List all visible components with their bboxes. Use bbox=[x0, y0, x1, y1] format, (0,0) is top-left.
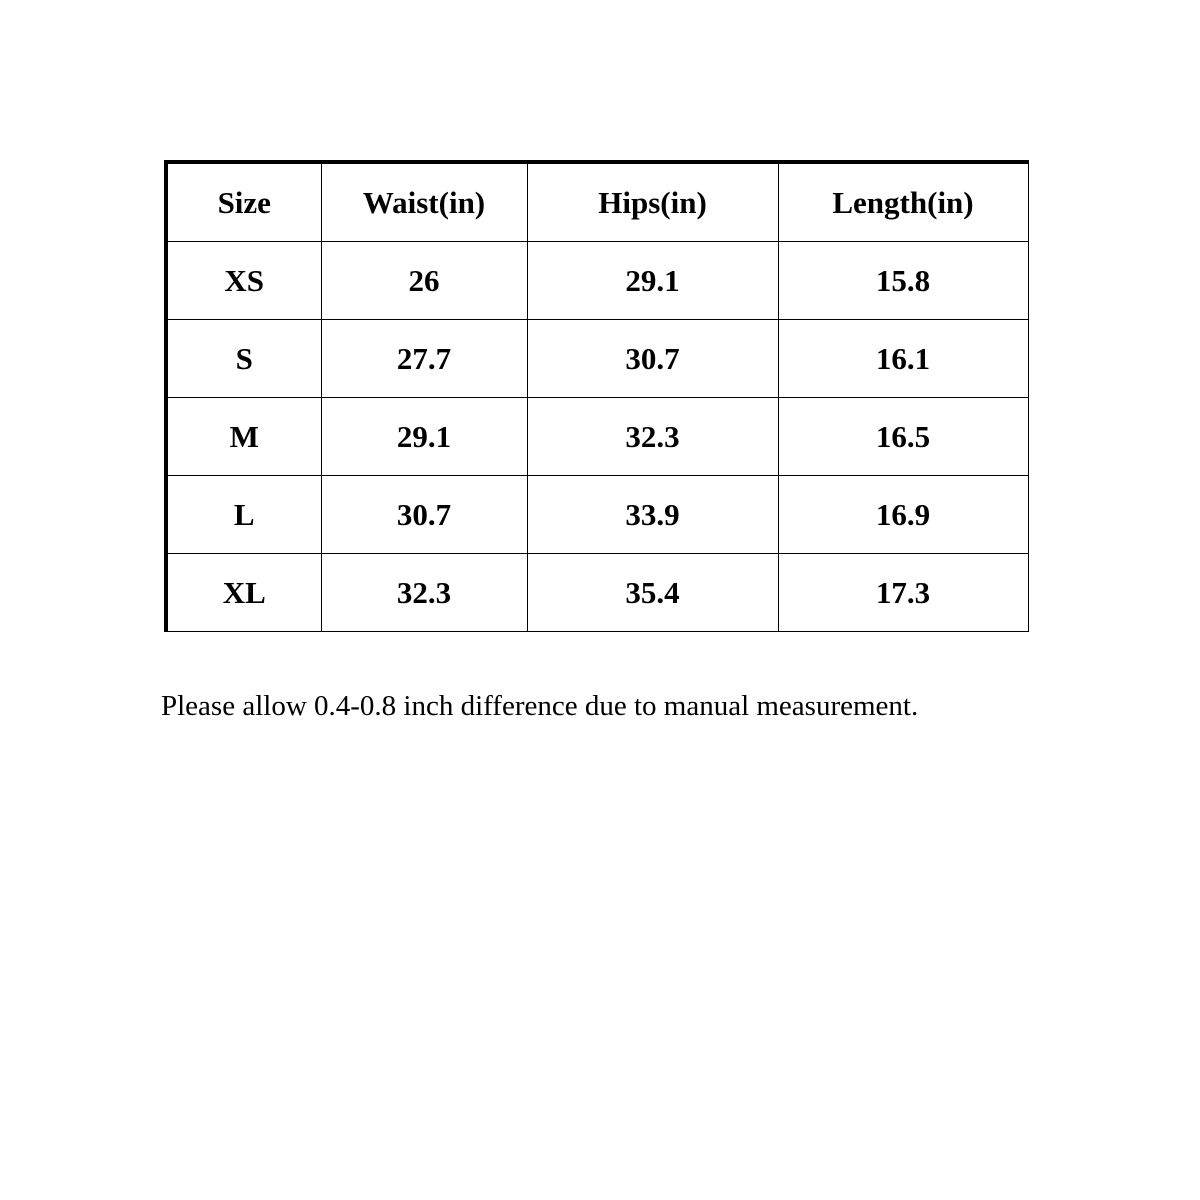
table-row bbox=[166, 398, 1028, 476]
header-hips: Hips(in) bbox=[527, 162, 778, 242]
cell-hips: 32.3 bbox=[527, 398, 778, 476]
cell-hips: 33.9 bbox=[527, 476, 778, 554]
cell-hips: 29.1 bbox=[527, 242, 778, 320]
table-row bbox=[166, 476, 1028, 554]
header-waist: Waist(in) bbox=[321, 162, 527, 242]
header-length: Length(in) bbox=[778, 162, 1028, 242]
cell-size: S bbox=[166, 320, 321, 398]
cell-length: 15.8 bbox=[778, 242, 1028, 320]
table-row bbox=[166, 554, 1028, 632]
cell-length: 16.1 bbox=[778, 320, 1028, 398]
table-row bbox=[166, 242, 1028, 320]
cell-length: 16.9 bbox=[778, 476, 1028, 554]
cell-waist: 30.7 bbox=[321, 476, 527, 554]
header-size: Size bbox=[166, 162, 321, 242]
measurement-note: Please allow 0.4-0.8 inch difference due to manual measurement. bbox=[161, 690, 919, 722]
cell-length: 17.3 bbox=[778, 554, 1028, 632]
table-row bbox=[166, 320, 1028, 398]
cell-waist: 27.7 bbox=[321, 320, 527, 398]
cell-hips: 35.4 bbox=[527, 554, 778, 632]
cell-length: 16.5 bbox=[778, 398, 1028, 476]
cell-waist: 32.3 bbox=[321, 554, 527, 632]
cell-size: XS bbox=[166, 242, 321, 320]
cell-hips: 30.7 bbox=[527, 320, 778, 398]
table-header bbox=[166, 162, 1028, 242]
cell-size: M bbox=[166, 398, 321, 476]
cell-waist: 26 bbox=[321, 242, 527, 320]
cell-waist: 29.1 bbox=[321, 398, 527, 476]
cell-size: XL bbox=[166, 554, 321, 632]
cell-size: L bbox=[166, 476, 321, 554]
table-body bbox=[166, 242, 1028, 632]
header-row bbox=[166, 162, 1028, 242]
size-chart-table bbox=[164, 160, 1029, 632]
